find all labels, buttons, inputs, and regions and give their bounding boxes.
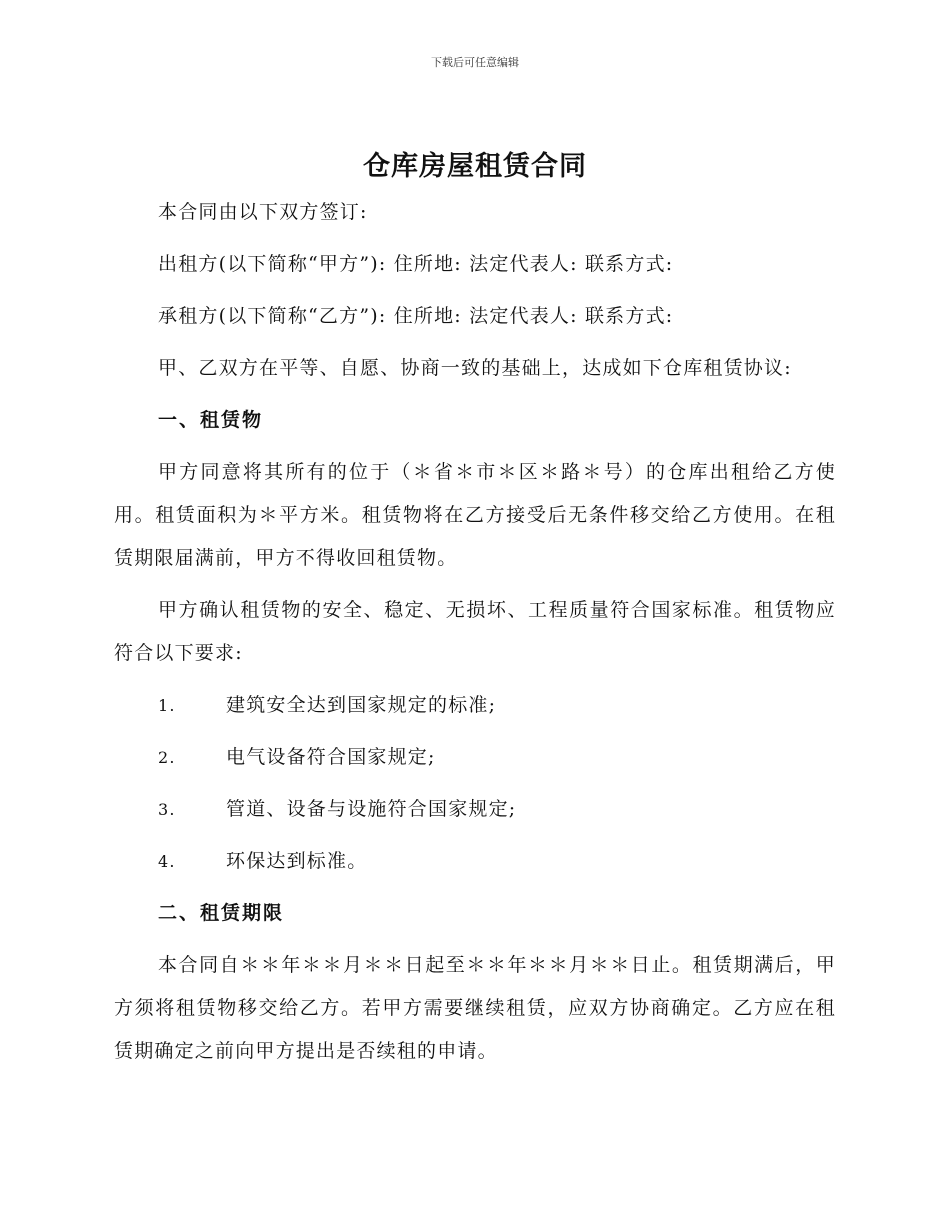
- list-item-number: 3.: [158, 800, 176, 819]
- intro-paragraph: 本合同由以下双方签订:: [158, 201, 368, 223]
- list-item-number: 2.: [158, 748, 176, 767]
- quality-paragraph: 甲方确认租赁物的安全、稳定、无损坏、工程质量符合国家标准。租赁物应符合以下要求:: [114, 599, 836, 664]
- list-item: [114, 788, 836, 831]
- lease-object-paragraph: 甲方同意将其所有的位于（＊省＊市＊区＊路＊号）的仓库出租给乙方使用。租赁面积为＊平方米。租赁物将在乙方接受后无条件移交给乙方使用。在租赁期限届满前，甲方不得收回租赁物。: [114, 461, 836, 569]
- list-item-text: 环保达到标准。: [226, 850, 368, 872]
- list-item: [114, 684, 836, 727]
- list-item: [114, 736, 836, 779]
- list-item: [114, 840, 836, 883]
- section-heading-lease-object: 一、租赁物: [158, 409, 264, 431]
- list-item-text: 管道、设备与设施符合国家规定;: [226, 798, 517, 820]
- list-item-number: 1.: [158, 696, 176, 715]
- page-header-note: 下载后可任意编辑: [431, 56, 519, 69]
- lease-term-paragraph: 本合同自＊＊年＊＊月＊＊日起至＊＊年＊＊月＊＊日止。租赁期满后，甲方须将租赁物移交给乙方。若甲方需要继续租赁，应双方协商确定。乙方应在租赁期确定之前向甲方提出是否续租的申请。: [114, 954, 836, 1062]
- agreement-paragraph: 甲、乙双方在平等、自愿、协商一致的基础上，达成如下仓库租赁协议:: [158, 357, 792, 379]
- document-body: [114, 191, 836, 1082]
- section-heading-lease-term: 二、租赁期限: [158, 902, 285, 924]
- list-item-number: 4.: [158, 852, 176, 871]
- list-item-text: 建筑安全达到国家规定的标准;: [226, 694, 497, 716]
- party-a-paragraph: 出租方(以下简称“甲方”): 住所地: 法定代表人: 联系方式:: [158, 253, 674, 275]
- document-title: 仓库房屋租赁合同: [363, 151, 587, 182]
- party-b-paragraph: 承租方(以下简称“乙方”): 住所地: 法定代表人: 联系方式:: [158, 305, 674, 327]
- list-item-text: 电气设备符合国家规定;: [226, 746, 436, 768]
